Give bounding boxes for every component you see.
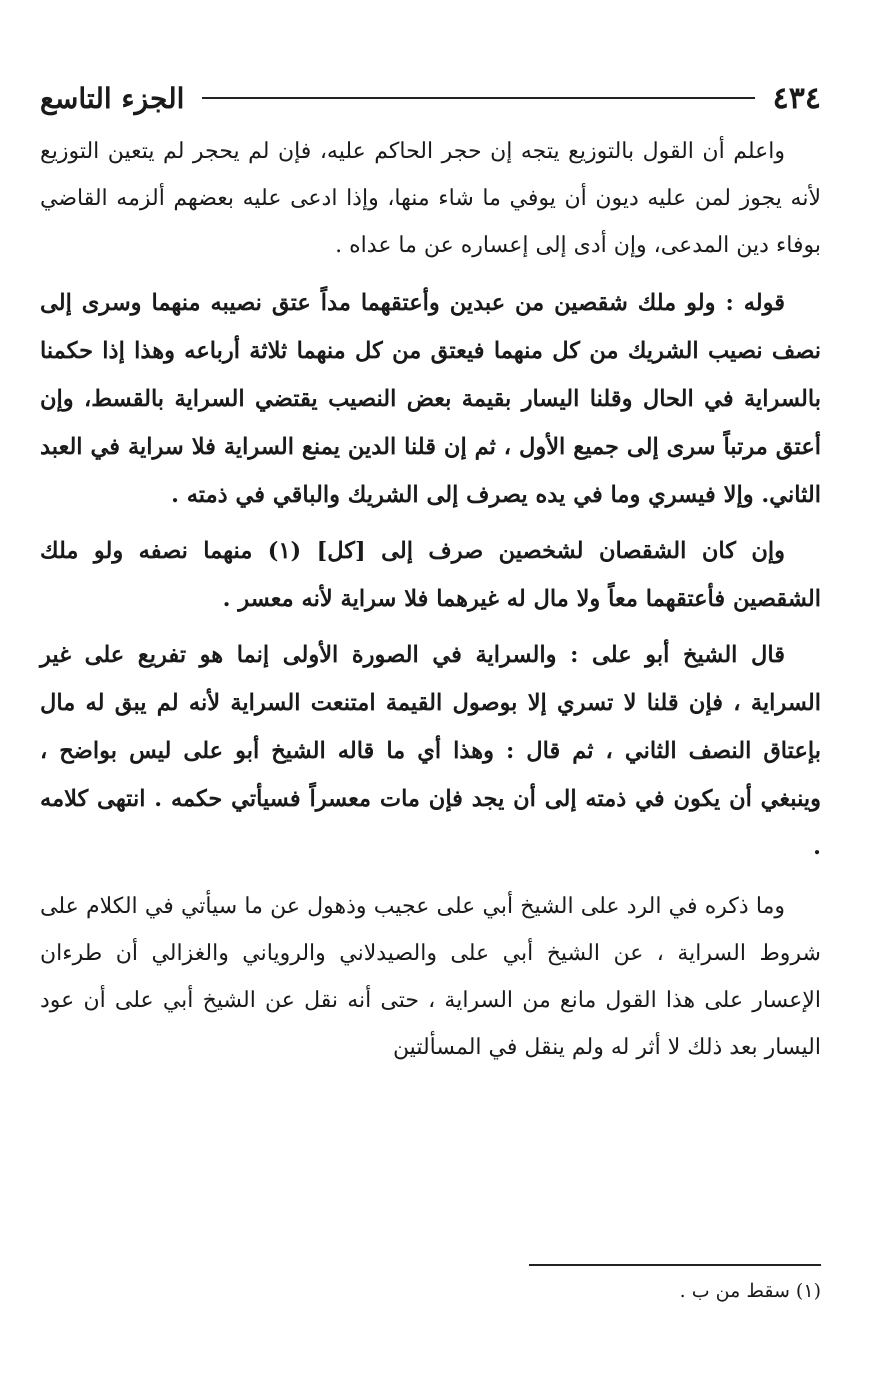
page-body (40, 128, 821, 1071)
page-number: ٤٣٤ (772, 80, 821, 116)
paragraph-quoted: قال الشيخ أبو على : والسراية في الصورة الأولى إنما هو تفريع على غير السراية ، فإن قلنا لا تسري إلا بوصول القيمة امتنعت السراية لأنه لم يبق له مال بإعتاق النصف الثاني ، ثم قال : وهذا أي ما قاله الشيخ أبو على ليس بواضح ، وينبغي أن يكون في ذمته إلى أن يجد فإن مات معسراً فسيأتي حكمه . انتهى كلامه . (40, 642, 821, 860)
paragraph: واعلم أن القول بالتوزيع يتجه إن حجر الحاكم عليه، فإن لم يحجر لم يتعين التوزيع لأنه يجوز لمن عليه ديون أن يوفي ما شاء منها، وإذا ادعى عليه بعضهم ألزمه القاضي بوفاء دين المدعى، وإن أدى إلى إعساره عن ما عداه . (40, 139, 821, 258)
paragraph: وما ذكره في الرد على الشيخ أبي على عجيب وذهول عن ما سيأتي في الكلام على شروط السراية ، عن الشيخ أبي على والصيدلاني والروياني والغزالي أن طرءان الإعسار على هذا القول مانع من السراية ، حتى أنه نقل عن الشيخ أبي على أن عود اليسار بعد ذلك لا أثر له ولم ينقل في المسألتين (40, 894, 821, 1060)
running-title: الجزء التاسع (40, 81, 185, 115)
header-rule (202, 97, 754, 99)
footnote-rule (529, 1264, 821, 1266)
page-header (40, 78, 821, 118)
paragraph-quoted: قوله : ولو ملك شقصين من عبدين وأعتقهما مداً عتق نصيبه منهما وسرى إلى نصف نصيب الشريك من كل منهما فيعتق من كل منهما ثلاثة أرباعه وهذا إذا حكمنا بالسراية في الحال وقلنا اليسار بقيمة بعض النصيب يقتضي السراية بالقسط، وإن أعتق مرتباً سرى إلى جميع الأول ، ثم إن قلنا الدين يمنع السراية فلا سراية في العبد الثاني. وإلا فيسري وما في يده يصرف إلى الشريك والباقي في ذمته . (40, 290, 821, 508)
footnote: (١) سقط من ب . (679, 1280, 821, 1302)
paragraph-quoted: وإن كان الشقصان لشخصين صرف إلى [كل] (١) منهما نصفه ولو ملك الشقصين فأعتقهما معاً ولا مال له غيرهما فلا سراية لأنه معسر . (40, 538, 821, 612)
